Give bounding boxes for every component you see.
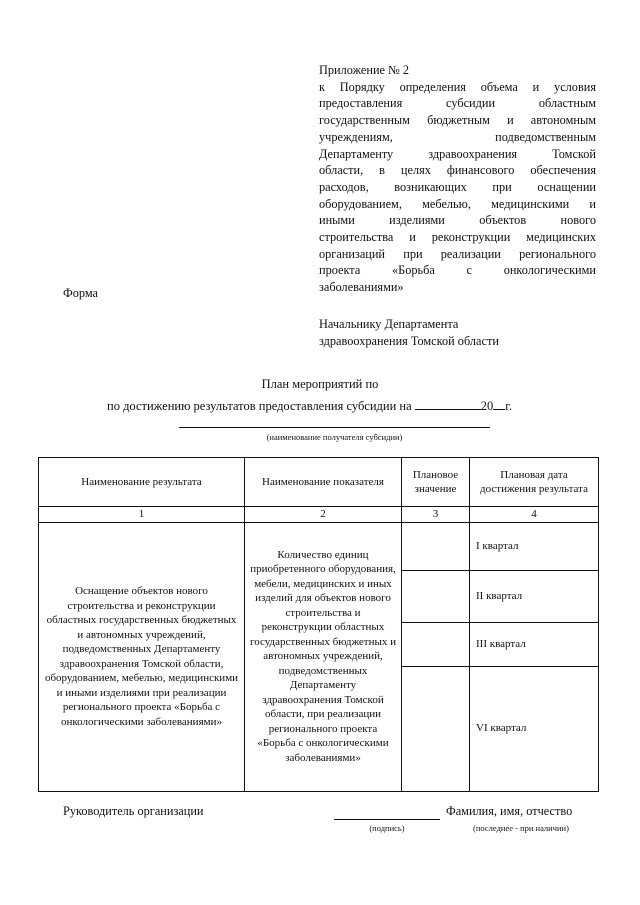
quarter-cell: VI квартал xyxy=(470,666,599,791)
col-number: 3 xyxy=(402,507,470,523)
addressee-line1: Начальнику Департамента xyxy=(319,317,459,331)
appendix-line: области, в целях финансового обеспечения xyxy=(319,163,596,178)
column-numbers-row xyxy=(39,507,599,523)
year-blank[interactable] xyxy=(415,397,481,410)
appendix-line: предоставления субсидии областным xyxy=(319,96,596,111)
appendix-line: иными изделиями объектов нового xyxy=(319,213,596,228)
quarter-cell: III квартал xyxy=(470,622,599,666)
result-cell: Оснащение объектов нового строительства и реконструкции областных государственных бюджетных и автономных учреждений, подведомственных Департаменту здравоохранения Томской области, оборудованием, мебелью, медицинскими и иными изделиями при реализации регионального проекта «Борьба с онкологическими заболеваниями» xyxy=(39,522,245,791)
year-prefix: 20 xyxy=(480,399,494,413)
appendix-line: оборудованием, мебелью, медицинскими и xyxy=(319,196,596,211)
appendix-line: учреждениям, подведомственным xyxy=(319,129,596,144)
quarter-cell: II квартал xyxy=(470,570,599,622)
appendix-line: расходов, возникающих при оснащении xyxy=(319,179,596,194)
appendix-line: государственным бюджетным и автономным xyxy=(319,113,596,128)
plan-subtitle-text: по достижению результатов предоставления субсидии на xyxy=(107,399,412,413)
form-label: Форма xyxy=(63,286,98,300)
header-result: Наименование результата xyxy=(39,458,245,507)
quarter-cell: I квартал xyxy=(470,522,599,570)
year-suffix: г. xyxy=(505,399,513,413)
recipient-caption: (наименование получателя субсидии) xyxy=(266,432,403,442)
table-row xyxy=(39,522,599,570)
addressee-block xyxy=(319,316,499,349)
appendix-last-line: заболеваниями» xyxy=(319,280,404,295)
appendix-block xyxy=(319,62,596,296)
plan-subtitle xyxy=(107,397,512,414)
indicator-cell: Количество единиц приобретенного оборудования, мебели, медицинских и иных изделий для объектов нового строительства и реконструкции областных государственных бюджетных и автономных учреждений, подведомственных Департаменту здравоохранения Томской области, при реализации регионального проекта «Борьба с онкологическими заболеваниями» xyxy=(245,522,402,791)
signature-caption: (подпись) xyxy=(369,823,405,833)
planned-value-cell[interactable] xyxy=(402,522,470,570)
appendix-line: Департаменту здравоохранения Томской xyxy=(319,146,596,161)
col-number: 2 xyxy=(245,507,402,523)
appendix-title: Приложение № 2 xyxy=(319,63,410,77)
col-number: 1 xyxy=(39,507,245,523)
table-header-row xyxy=(39,458,599,507)
plan-table xyxy=(38,457,599,792)
planned-value-cell[interactable] xyxy=(402,570,470,622)
planned-value-cell[interactable] xyxy=(402,666,470,791)
appendix-line: строительства и реконструкции медицинских xyxy=(319,230,596,245)
addressee-line2: здравоохранения Томской области xyxy=(319,333,499,348)
signature-line[interactable] xyxy=(334,819,440,820)
appendix-line: проекта «Борьба с онкологическими xyxy=(319,263,596,278)
name-caption: (последнее - при наличии) xyxy=(473,823,569,833)
col-number: 4 xyxy=(470,507,599,523)
signature-name-label: Фамилия, имя, отчество xyxy=(446,804,573,818)
recipient-name-line[interactable] xyxy=(179,427,490,428)
signature-role: Руководитель организации xyxy=(63,804,204,818)
planned-value-cell[interactable] xyxy=(402,622,470,666)
plan-title: План мероприятий по xyxy=(261,377,379,391)
header-planned-value: Плановое значение xyxy=(402,458,470,507)
appendix-line: к Порядку определения объема и условия xyxy=(319,79,596,94)
header-planned-date: Плановая дата достижения результата xyxy=(470,458,599,507)
header-indicator: Наименование показателя xyxy=(245,458,402,507)
year-digits-blank[interactable] xyxy=(493,397,505,410)
appendix-line: организаций при реализации регионального xyxy=(319,246,596,261)
